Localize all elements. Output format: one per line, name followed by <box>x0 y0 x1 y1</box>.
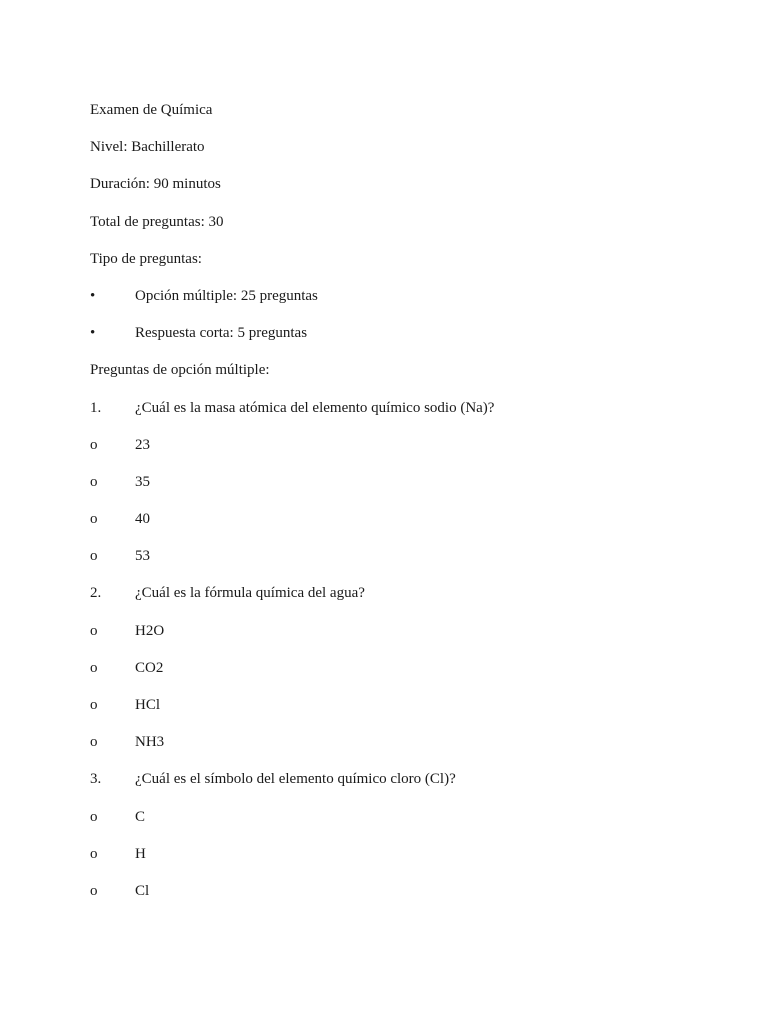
option-marker: o <box>90 622 98 639</box>
option-text: H <box>135 845 146 862</box>
option-marker: o <box>90 511 98 528</box>
answer-option <box>90 509 690 546</box>
answer-option <box>90 658 690 695</box>
answer-option <box>90 844 690 881</box>
question-type-item <box>90 286 690 323</box>
total-questions-text: Total de preguntas: 30 <box>90 213 224 230</box>
option-marker: o <box>90 697 98 713</box>
document-title: Examen de Química <box>90 102 213 118</box>
option-marker: o <box>90 882 98 899</box>
option-marker: o <box>90 808 98 825</box>
option-marker: o <box>90 548 98 565</box>
answer-option <box>90 881 690 918</box>
option-text: NH3 <box>135 734 165 751</box>
question-item <box>90 583 690 620</box>
option-text: H2O <box>135 622 165 639</box>
option-text: HCl <box>135 697 161 713</box>
question-text: ¿Cuál es la masa atómica del elemento químico sodio (Na)? <box>135 399 495 416</box>
option-text: CO2 <box>135 659 164 676</box>
option-text: C <box>135 808 146 825</box>
answer-option <box>90 435 690 472</box>
question-types-heading: Tipo de preguntas: <box>90 250 202 267</box>
option-text: 35 <box>135 473 150 490</box>
answer-option <box>90 807 690 844</box>
question-number: 3. <box>90 771 102 788</box>
option-marker: o <box>90 734 98 751</box>
question-text: ¿Cuál es el símbolo del elemento químico cloro (Cl)? <box>135 771 456 788</box>
option-marker: o <box>90 845 98 862</box>
question-text: ¿Cuál es la fórmula química del agua? <box>135 585 365 602</box>
option-marker: o <box>90 473 98 490</box>
bullet-marker: • <box>90 287 96 304</box>
option-marker: o <box>90 659 98 676</box>
option-marker: o <box>90 436 98 453</box>
option-text: 40 <box>135 511 150 528</box>
question-number: 2. <box>90 585 102 602</box>
question-number: 1. <box>90 399 102 416</box>
option-text: 23 <box>135 436 150 453</box>
question-type-text: Opción múltiple: 25 preguntas <box>135 287 318 304</box>
option-text: Cl <box>135 882 150 899</box>
bullet-marker: • <box>90 325 96 342</box>
answer-option <box>90 621 690 658</box>
option-text: 53 <box>135 548 150 565</box>
duration-text: Duración: 90 minutos <box>90 176 221 193</box>
question-type-text: Respuesta corta: 5 preguntas <box>135 325 308 342</box>
question-item <box>90 398 690 435</box>
answer-option <box>90 732 690 769</box>
multiple-choice-heading: Preguntas de opción múltiple: <box>90 362 270 379</box>
level-text: Nivel: Bachillerato <box>90 139 205 156</box>
answer-option <box>90 472 690 509</box>
document-page <box>90 100 690 918</box>
answer-option <box>90 546 690 583</box>
question-type-item <box>90 323 690 360</box>
answer-option <box>90 695 690 732</box>
question-item <box>90 769 690 806</box>
